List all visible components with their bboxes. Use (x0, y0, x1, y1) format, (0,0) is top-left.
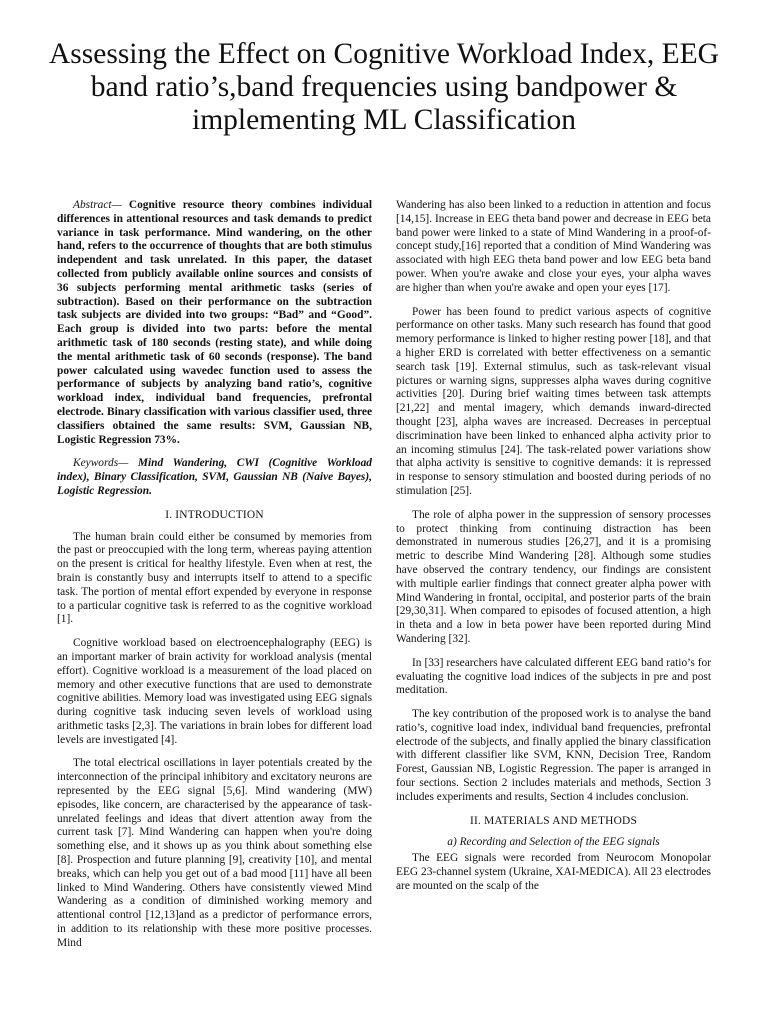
intro-paragraph-5: The role of alpha power in the suppression of sensory processes to protect thinking from continuing distraction has been demonstrated in numerous studies [26,27], and it is a promising metric to describe Mind Wandering [28]. Although some studies have observed the contrary tendency, our findings are consistent with multiple earlier findings that connect greater alpha power with Mind Wandering in frontal, occipital, and posterior parts of the brain [29,30,31]. When compared to episodes of focused attention, a high in theta and a low in beta power have been reported during Mind Wandering [32]. (396, 508, 711, 645)
intro-paragraph-4: Power has been found to predict various aspects of cognitive performance on other tasks. Many such research has found that good memory performance is linked to higher resting power [18], and that a higher ERD is correlated with better effectiveness on a semantic search task [19]. External stimulus, such as task-relevant visual pictures or warning signs, suppresses alpha waves during cognitive activities [20]. During brief waiting times between task attempts [21,22] and mental imagery, which demands inward-directed thought [23], alpha waves are increased. Decreases in perceptual discrimination have been linked to enhanced alpha activity prior to an incoming stimulus [24]. The task-related power variations show that alpha activity is sensitive to cognitive demands: it is repressed in response to sensory stimulation and boosted during periods of no stimulation [25]. (396, 305, 711, 497)
keywords-text: Mind Wandering, CWI (Cognitive Workload index), Binary Classification, SVM, Gaussian NB (Naive Bayes), Logistic Regression. (57, 457, 372, 497)
abstract-text: Cognitive resource theory combines individual differences in attentional resources and task demands to predict variance in task performance. Mind wandering, on the other hand, refers to the occurrence of thoughts that are both stimulus independent and task unrelated. In this paper, the dataset collected from publicly available online sources and consists of 36 subjects performing mental arithmetic tasks (series of subtraction). Based on their performance on the subtraction task subjects are divided into two groups: “Bad” and “Good”. Each group is divided into two parts: before the mental arithmetic task of 180 seconds (resting state), and while doing the mental arithmetic task of 60 seconds (response). The band power calculated using wavedec function used to assess the performance of subjects by analyzing band ratio’s, cognitive workload index, individual band frequencies, prefrontal electrode. Binary classification with various classifier used, three classifiers obtained the same results: SVM, Gaussian NB, Logistic Regression 73%. (57, 199, 372, 446)
keywords (57, 457, 372, 498)
subsection-heading-recording: a) Recording and Selection of the EEG signals (447, 836, 660, 849)
intro-paragraph-6: In [33] researchers have calculated different EEG band ratio’s for evaluating the cognitive load indices of the subjects in pre and post meditation. (396, 656, 711, 697)
abstract (57, 199, 372, 447)
section-heading-introduction: I. INTRODUCTION (165, 508, 264, 521)
intro-paragraph-2: Cognitive workload based on electroencephalography (EEG) is an important marker of brain activity for workload analysis (mental effort). Cognitive workload is a measurement of the load placed on memory and other executive functions that are used to demonstrate cognitive abilities. Memory load was investigated using EEG signals during cognitive task inducing seven levels of workload using arithmetic tasks [2,3]. The variations in brain lobes for different load levels are investigated [4]. (57, 637, 372, 746)
intro-paragraph-1: The human brain could either be consumed by memories from the past or preoccupied with the long term, whereas paying attention on the present is critical for healthy lifestyle. Even when at rest, the brain is constantly busy and interrupts itself to attend to a specific task. The portion of mental effort expended by everyone in response to a particular cognitive task is referred to as the cognitive workload [1]. (57, 530, 372, 626)
intro-paragraph-3-continued: Wandering has also been linked to a reduction in attention and focus [14,15]. Increase in EEG theta band power and decrease in EEG beta band power were linked to a state of Mind Wandering in a proof-of-concept study,[16] reported that a condition of Mind Wandering was associated with high EEG theta band power and low EEG beta band power. When you're awake and close your eyes, your alpha waves are higher than when you're awake and open your eyes [17]. (396, 199, 711, 294)
left-column (57, 199, 372, 961)
intro-paragraph-3: The total electrical oscillations in layer potentials created by the interconnection of the principal inhibitory and excitatory neurons are represented by the EEG signal [5,6]. Mind wandering (MW) episodes, like concern, are characterised by the appearance of task-unrelated feelings and ideas that divert attention away from the current task [7]. Mind Wandering can happen when you're doing something else, and it shows up as you think about something else [8]. Prospection and future planning [9], creativity [10], and mental breaks, which can help you get out of a bad mood [11] have all been linked to Mind Wandering. Others have consistently viewed Mind Wandering as a condition of diminished working memory and attentional control [12,13]and as a predictor of performance errors, in addition to its relationship with these more positive processes. Mind (57, 757, 372, 949)
keywords-label: Keywords— (73, 457, 129, 470)
section-heading-materials-methods: II. MATERIALS AND METHODS (470, 814, 637, 827)
intro-paragraph-7: The key contribution of the proposed work is to analyse the band ratio’s, cognitive load index, individual band frequencies, prefrontal electrode of the subjects, and finally applied the binary classification with different classifier like SVM, KNN, Decision Tree, Random Forest, Gaussian NB, Logistic Regression. The paper is arranged in four sections. Section 2 includes materials and methods, Section 3 includes experiments and results, Section 4 includes conclusion. (396, 708, 711, 803)
methods-paragraph-1: The EEG signals were recorded from Neurocom Monopolar EEG 23-channel system (Ukraine, XAI-MEDICA). All 23 electrodes are mounted on the scalp of the (396, 852, 711, 892)
abstract-label: Abstract— (73, 199, 122, 211)
right-column (396, 199, 711, 894)
paper-title: Assessing the Effect on Cognitive Workload Index, EEG band ratio’s,band frequencies using bandpower & implementing ML Classification (48, 38, 719, 136)
